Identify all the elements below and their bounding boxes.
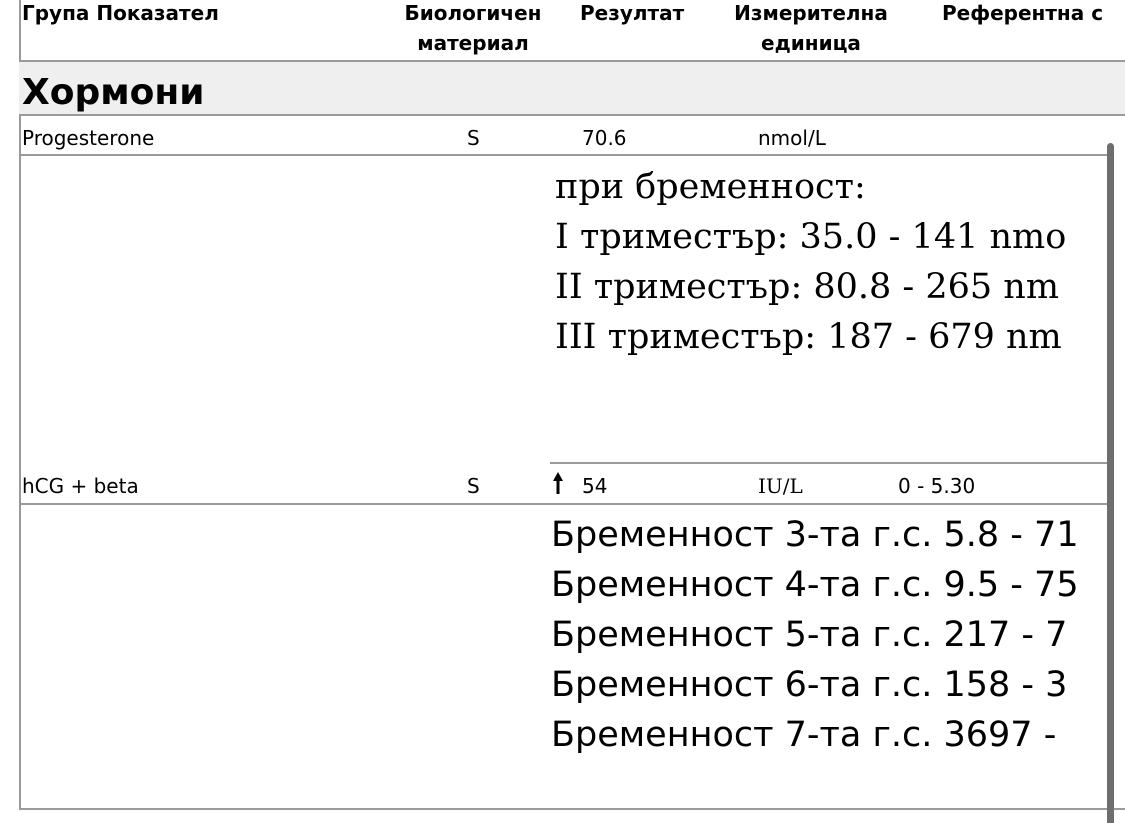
note-line: Бременност 5-та г.с. 217 - 7 — [551, 615, 1068, 655]
note-line: III триместър: 187 - 679 nm — [555, 317, 1062, 357]
row-separator — [19, 154, 1107, 156]
row-separator — [550, 462, 1107, 464]
header-material-line1: Биологичен — [404, 1, 542, 25]
table-bottom-border — [19, 808, 1125, 810]
reference-notes-progesterone — [548, 162, 1107, 372]
note-line: Бременност 3-та г.с. 5.8 - 71 — [551, 515, 1079, 555]
reference-notes-hcg — [548, 510, 1107, 770]
note-line: I триместър: 35.0 - 141 nmo — [555, 217, 1067, 257]
table-left-border — [19, 0, 21, 810]
group-band — [19, 60, 1125, 116]
row-unit: IU/L — [758, 474, 803, 498]
note-line: II триместър: 80.8 - 265 nm — [555, 267, 1060, 307]
row-test-name: Progesterone — [22, 126, 155, 150]
header-group-indicator: Група Показател — [22, 1, 219, 25]
note-line: Бременност 6-та г.с. 158 - 3 — [551, 665, 1068, 705]
header-material-line2: материал — [417, 31, 529, 55]
note-line: Бременност 7-та г.с. 3697 - — [551, 715, 1057, 755]
group-title: Хормони — [22, 72, 205, 113]
header-result: Резултат — [580, 1, 685, 25]
header-material — [388, 0, 558, 58]
note-line: при бременност: — [555, 167, 866, 207]
row-separator — [19, 503, 1107, 505]
header-reference: Референтна с — [942, 1, 1104, 25]
header-unit-line1: Измерителна — [734, 1, 888, 25]
up-arrow-icon — [553, 472, 563, 494]
note-line: Бременност 4-та г.с. 9.5 - 75 — [551, 565, 1079, 605]
row-unit: nmol/L — [758, 126, 826, 150]
row-test-name: hCG + beta — [22, 474, 139, 498]
vertical-scrollbar[interactable] — [1107, 143, 1114, 823]
row-result: 54 — [582, 474, 608, 498]
row-result: 70.6 — [582, 126, 627, 150]
row-material: S — [467, 126, 480, 150]
row-material: S — [467, 474, 480, 498]
header-unit-line2: единица — [761, 31, 861, 55]
row-reference: 0 - 5.30 — [898, 474, 976, 498]
header-unit — [706, 0, 916, 58]
